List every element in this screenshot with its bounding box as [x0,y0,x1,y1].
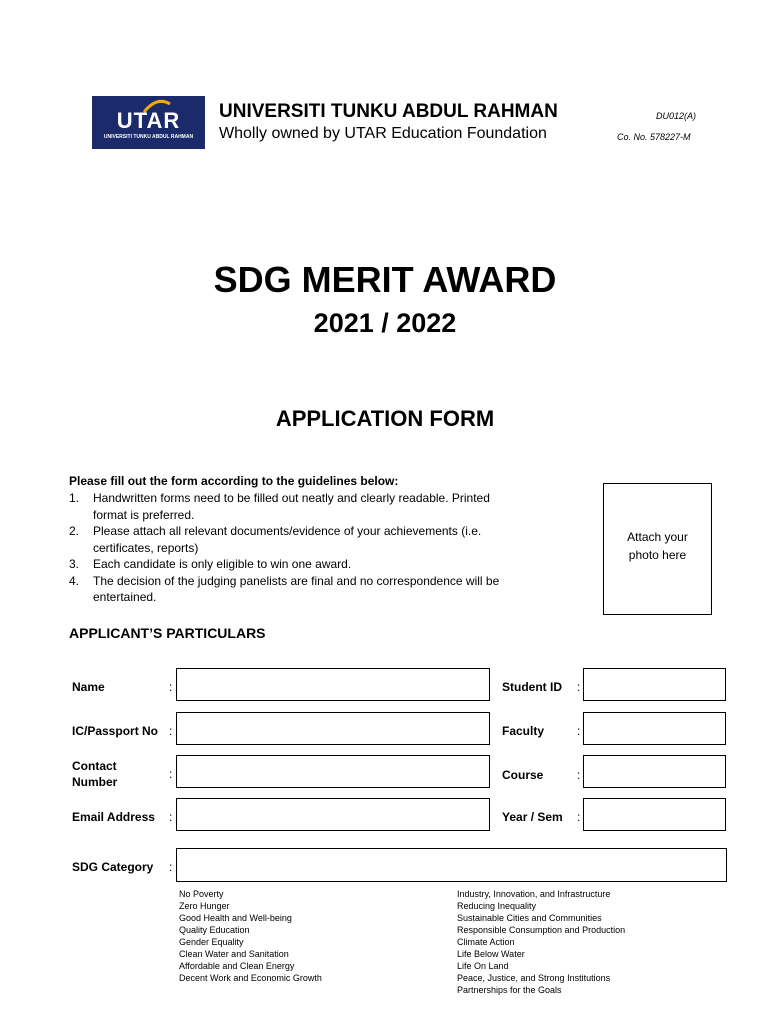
guideline-number: 2. [69,524,80,538]
guideline-text-cont: entertained. [93,590,157,604]
logo-subtext: UNIVERSITI TUNKU ABDUL RAHMAN [103,134,194,140]
faculty-label: Faculty [502,724,545,738]
photo-text-line2: photo here [628,548,687,562]
sdg-item: No Poverty [179,889,224,899]
guidelines-list [69,490,549,606]
university-name: UNIVERSITI TUNKU ABDUL RAHMAN [219,101,558,122]
guideline-text: Handwritten forms need to be filled out neatly and clearly readable. Printed [93,491,490,505]
award-year: 2021 / 2022 [313,308,457,338]
photo-instructions [604,528,711,564]
logo-text: UTAR [116,108,181,133]
contact-number-colon: : [169,767,173,781]
contact-number-label [72,758,117,790]
sdg-item: Good Health and Well-being [179,913,292,923]
sdg-item: Quality Education [179,925,250,935]
guideline-text: Each candidate is only eligible to win one award. [93,557,352,571]
sdg-category-field[interactable] [176,848,727,882]
course-label: Course [502,768,544,782]
guideline-item [69,523,549,556]
sdg-item: Gender Equality [179,937,244,947]
guideline-item [69,573,549,606]
photo-placeholder[interactable] [603,483,712,615]
sdg-item: Sustainable Cities and Communities [457,913,602,923]
student-id-label: Student ID [502,680,562,694]
sdg-item: Partnerships for the Goals [457,985,562,995]
guideline-item [69,490,549,523]
year-sem-colon: : [577,810,581,824]
sdg-item: Life On Land [457,961,509,971]
guideline-text: The decision of the judging panelists are final and no correspondence will be [93,573,500,588]
email-address-field[interactable] [176,798,490,831]
sdg-item: Clean Water and Sanitation [179,949,289,959]
guideline-text: Please attach all relevant documents/evidence of your achievements (i.e. [93,524,482,538]
sdg-item: Climate Action [457,937,515,947]
award-title: SDG MERIT AWARD [213,259,557,300]
name-colon: : [169,680,173,694]
guideline-number: 3. [69,557,80,571]
name-field[interactable] [176,668,490,701]
sdg-item: Zero Hunger [179,901,230,911]
guideline-text-cont: certificates, reports) [93,540,199,555]
sdg-item: Life Below Water [457,949,525,959]
particulars-heading: APPLICANT’S PARTICULARS [69,625,266,641]
contact-label-line1: Contact [72,759,117,773]
name-label: Name [72,680,105,694]
university-code: DU012(A) [656,111,697,121]
year-sem-label: Year / Sem [502,810,563,824]
company-number: Co. No. 578227-M [617,132,691,142]
utar-logo [92,96,205,149]
sdg-item: Reducing Inequality [457,901,537,911]
ic-passport-field[interactable] [176,712,490,745]
faculty-field[interactable] [583,712,726,745]
sdg-category-label: SDG Category [72,860,154,874]
sdg-item: Responsible Consumption and Production [457,925,626,935]
guideline-number: 4. [69,573,80,588]
course-field[interactable] [583,755,726,788]
ic-passport-colon: : [169,724,173,738]
form-title: APPLICATION FORM [275,406,495,431]
course-colon: : [577,768,581,782]
sdg-item: Industry, Innovation, and Infrastructure [457,889,611,899]
student-id-colon: : [577,680,581,694]
faculty-colon: : [577,724,581,738]
student-id-field[interactable] [583,668,726,701]
sdg-item: Affordable and Clean Energy [179,961,295,971]
guideline-text-cont: format is preferred. [93,507,195,522]
sdg-category-colon: : [169,860,173,874]
email-address-colon: : [169,810,173,824]
guideline-item [69,556,549,573]
guideline-number: 1. [69,491,80,505]
photo-text-line1: Attach your [627,530,688,544]
ownership-line: Wholly owned by UTAR Education Foundation [219,125,547,142]
sdg-item: Decent Work and Economic Growth [179,973,322,983]
contact-label-line2: Number [72,775,118,789]
sdg-list-right [457,888,625,996]
email-address-label: Email Address [72,810,155,824]
guidelines-heading: Please fill out the form according to the guidelines below: [69,474,399,488]
ic-passport-label: IC/Passport No [72,724,159,738]
sdg-item: Peace, Justice, and Strong Institutions [457,973,611,983]
sdg-list-left [179,888,322,984]
contact-number-field[interactable] [176,755,490,788]
year-sem-field[interactable] [583,798,726,831]
